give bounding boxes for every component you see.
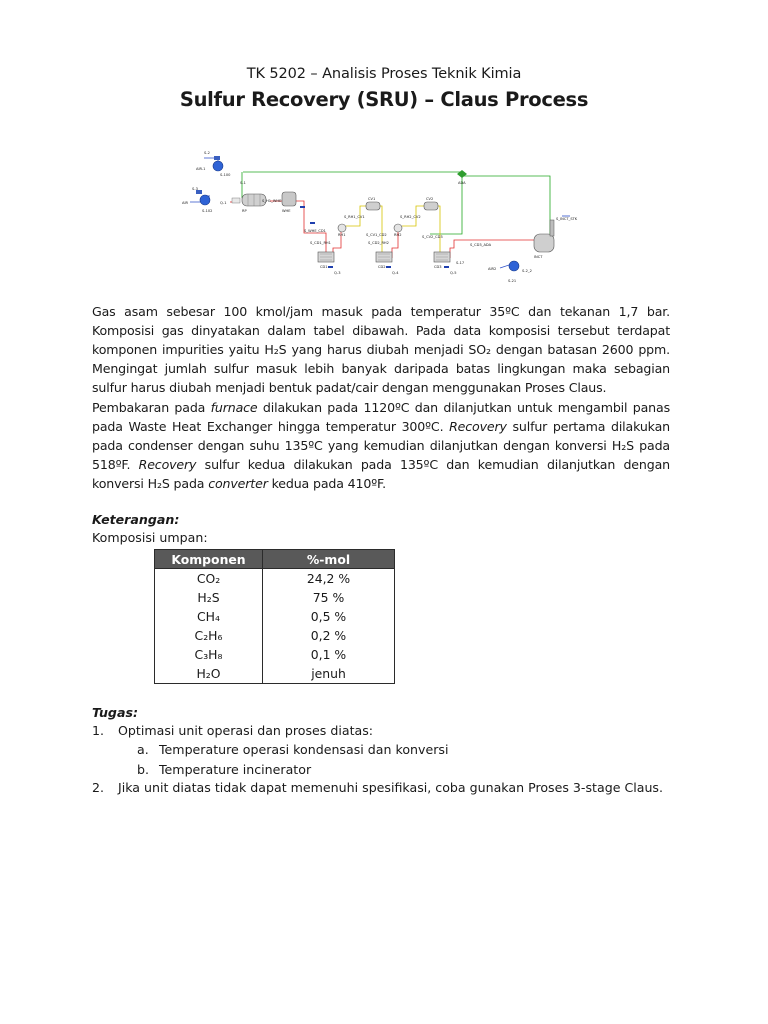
task-text: Jika unit diatas tidak dapat memenuhi spesifikasi, coba gunakan Proses 3-stage Claus. bbox=[118, 780, 663, 795]
incinerator-blower bbox=[509, 261, 519, 271]
value-cell: 0,5 % bbox=[263, 607, 395, 626]
blue-stream-lines bbox=[190, 158, 570, 268]
label-s102: S-102 bbox=[202, 209, 213, 213]
p2-part-i: kedua pada 410ºF. bbox=[267, 476, 386, 492]
p2-converter: converter bbox=[208, 476, 268, 492]
task-item-2 bbox=[92, 780, 663, 795]
page-title: Sulfur Recovery (SRU) – Claus Process bbox=[179, 88, 589, 111]
reheater-2 bbox=[394, 224, 402, 232]
p2-part-g: sulfur kedua dilakukan pada 135ºC dan kemudian dilanjutkan dengan konversi H₂S pada bbox=[92, 457, 670, 492]
incinerator bbox=[534, 220, 554, 252]
condenser-3 bbox=[434, 252, 450, 262]
p2-recovery-2: Recovery bbox=[138, 457, 197, 473]
p2-part-c: dilakukan pada 1120ºC dan dilanjutkan untuk mengambil panas pada Waste Heat Exchanger hingga temperatur 300ºC. bbox=[92, 400, 670, 435]
paragraph-feed-description: Gas asam sebesar 100 kmol/jam masuk pada temperatur 35ºC dan tekanan 1,7 bar. Komposisi gas dinyatakan dalam tabel dibawah. Pada data komposisi tersebut terdapat komponen impurities yaitu H₂S yang harus diubah menjadi SO₂ dengan batasan 2600 ppm. Mengingat jumlah sulfur masuk lebih banyak daripada batas lingkungan maka sebagian sulfur harus diubah menjadi bentuk padat/cair dengan menggunakan Proses Claus. bbox=[92, 304, 670, 396]
red-stream-lines bbox=[230, 201, 538, 258]
label-q4: Q-4 bbox=[392, 271, 399, 275]
component-cell: C₂H₆ bbox=[155, 626, 263, 645]
label-q3: Q-3 bbox=[334, 271, 341, 275]
value-cell: 0,1 % bbox=[263, 645, 395, 664]
label-cv1: CV1 bbox=[368, 197, 376, 201]
reheater-1 bbox=[338, 224, 346, 232]
label-s-cd2-rh2: S_CD2_RH2 bbox=[368, 241, 389, 245]
condenser-2 bbox=[376, 252, 392, 262]
mixer-diamond bbox=[457, 170, 467, 178]
process-flow-diagram bbox=[170, 136, 624, 296]
label-s1: S-1 bbox=[240, 181, 246, 185]
component-cell: CH₄ bbox=[155, 607, 263, 626]
component-cell: H₂O bbox=[155, 664, 263, 684]
header-mol: %-mol bbox=[263, 550, 395, 569]
label-rp: RP bbox=[242, 209, 247, 213]
p2-part-a: Pembakaran pada bbox=[92, 400, 211, 415]
p2-part-e: sulfur pertama dilakukan pada condenser dengan suhu 135ºC yang kemudian dilanjutkan dengan konversi H₂S pada 518ºF. bbox=[92, 419, 671, 473]
task-text: Temperature incinerator bbox=[159, 762, 312, 777]
p2-furnace: furnace bbox=[210, 400, 258, 415]
label-s-inct-stk: S_INCT_STK bbox=[556, 217, 578, 221]
label-rh2: RH2 bbox=[394, 233, 402, 237]
label-s-rh1-cv1: S_RH1_CV1 bbox=[344, 215, 365, 219]
komposisi-label: Komposisi umpan: bbox=[92, 530, 208, 545]
task-letter: b. bbox=[137, 762, 149, 777]
table-row bbox=[155, 664, 395, 684]
component-cell: C₃H₈ bbox=[155, 645, 263, 664]
label-s-cd3-ada: S_CD3_ADA bbox=[470, 243, 492, 247]
label-s21: S-21 bbox=[508, 279, 517, 283]
label-cv2: CV2 bbox=[426, 197, 434, 201]
label-s2-incinerator: S-2_2 bbox=[522, 269, 532, 273]
label-cd2: CD2 bbox=[378, 265, 386, 269]
value-cell: 75 % bbox=[263, 588, 395, 607]
label-q1: Q-1 bbox=[220, 201, 227, 205]
task-number: 2. bbox=[92, 780, 105, 795]
converter-1 bbox=[366, 202, 380, 210]
label-cd3: CD3 bbox=[434, 265, 442, 269]
label-whe: WHE bbox=[282, 209, 291, 213]
air-blower-2 bbox=[196, 190, 210, 205]
task-item-1b bbox=[137, 762, 312, 777]
value-cell: 24,2 % bbox=[263, 569, 395, 589]
label-cd1: CD1 bbox=[320, 265, 328, 269]
component-cell: CO₂ bbox=[155, 569, 263, 589]
composition-table bbox=[154, 549, 395, 684]
value-cell: jenuh bbox=[263, 664, 395, 684]
value-cell: 0,2 % bbox=[263, 626, 395, 645]
paragraph-process-description bbox=[92, 398, 670, 493]
label-s-whe-cd1: S_WHE_CD1 bbox=[304, 229, 326, 233]
header-komponen: Komponen bbox=[155, 550, 263, 569]
label-s100: S-100 bbox=[220, 173, 231, 177]
label-s-cd1-rh1: S_CD1_RH1 bbox=[310, 241, 331, 245]
p2-recovery-1: Recovery bbox=[449, 419, 507, 435]
air-blower-1 bbox=[213, 156, 223, 171]
course-header: TK 5202 – Analisis Proses Teknik Kimia bbox=[246, 66, 522, 82]
task-letter: a. bbox=[137, 742, 149, 757]
tugas-heading: Tugas: bbox=[92, 705, 138, 720]
label-ada: ADA bbox=[458, 181, 466, 185]
label-s-rh2-cv2: S_RH2_CV2 bbox=[400, 215, 421, 219]
table-row bbox=[155, 607, 395, 626]
waste-heat-exchanger bbox=[282, 192, 296, 206]
label-q5: Q-5 bbox=[450, 271, 457, 275]
table-row bbox=[155, 645, 395, 664]
label-s-h1-whe: S_H1_WHE bbox=[262, 199, 282, 203]
condenser-1 bbox=[318, 252, 334, 262]
table-row bbox=[155, 588, 395, 607]
label-s-cv1-cd2: S_CV1_CD2 bbox=[366, 233, 387, 237]
label-inct: INCT bbox=[534, 255, 543, 259]
table-row bbox=[155, 569, 395, 589]
table-row bbox=[155, 626, 395, 645]
label-air1: AIR-1 bbox=[196, 167, 206, 171]
label-s3: S-3 bbox=[192, 187, 198, 191]
keterangan-heading: Keterangan: bbox=[92, 512, 180, 527]
task-item-1 bbox=[92, 723, 374, 738]
component-cell: H₂S bbox=[155, 588, 263, 607]
task-text: Temperature operasi kondensasi dan konversi bbox=[159, 742, 449, 757]
converter-2 bbox=[424, 202, 438, 210]
label-s17: S-17 bbox=[456, 261, 465, 265]
label-rh1: RH1 bbox=[338, 233, 346, 237]
task-number: 1. bbox=[92, 723, 105, 738]
label-air: AIR bbox=[182, 201, 189, 205]
label-air2: AIR2 bbox=[488, 267, 497, 271]
reaction-furnace bbox=[232, 194, 266, 206]
label-s2: S-2 bbox=[204, 151, 210, 155]
label-s-cv2-cd3: S_CV2_CD3 bbox=[422, 235, 443, 239]
table-header-row bbox=[155, 550, 395, 569]
task-item-1a bbox=[137, 742, 449, 757]
task-text: Optimasi unit operasi dan proses diatas: bbox=[118, 723, 374, 738]
